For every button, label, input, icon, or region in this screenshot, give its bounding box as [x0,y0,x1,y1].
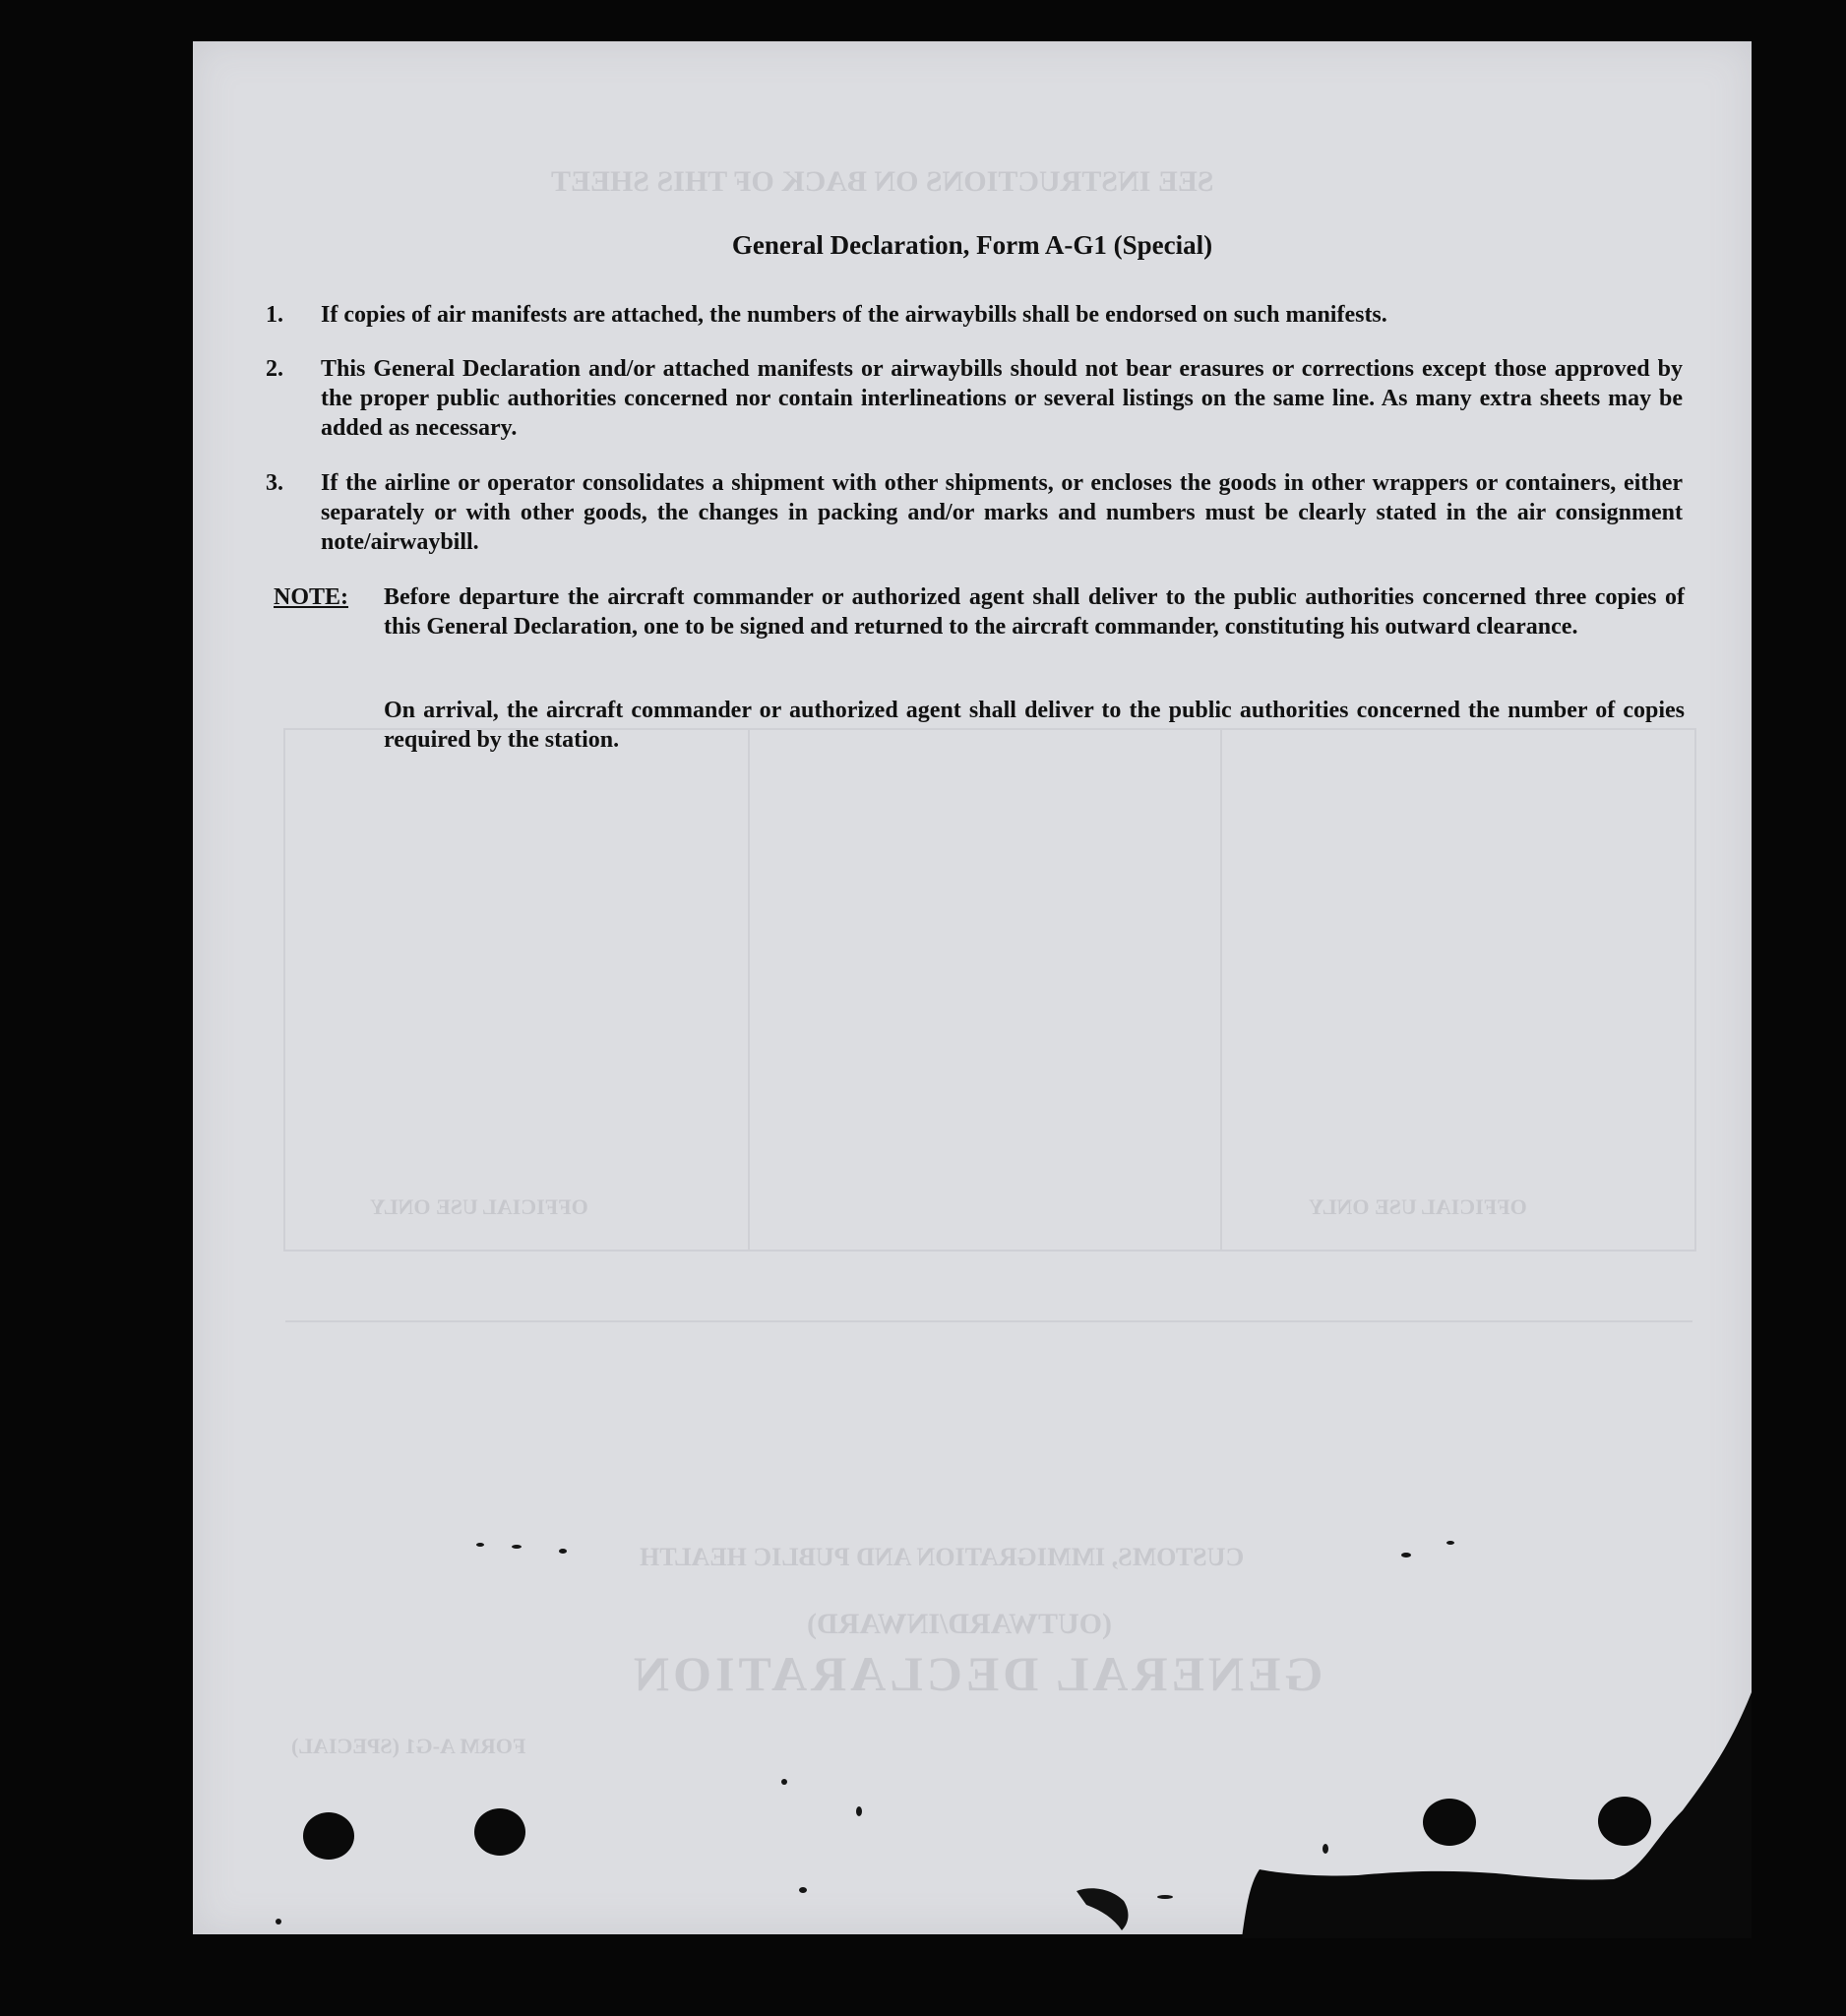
ghost-agencies: CUSTOMS, IMMIGRATION AND PUBLIC HEALTH [640,1543,1245,1571]
item-text: This General Declaration and/or attached manifests or airwaybills should not bear erasures or corrections except those approved by the proper public authorities concerned nor contain interlineations or several listings on the same line. As many extra sheets may be added as necessary. [321,356,1683,441]
ghost-official-right: OFFICIAL USE ONLY [1309,1194,1527,1219]
item-number: 3. [266,470,283,496]
item-text: If the airline or operator consolidates a shipment with other shipments, or encloses the goods in other wrappers or containers, either separately or with other goods, the changes in packing and/or marks and numbers must be clearly stated in the air consignment note/airwaybill. [321,470,1683,555]
note-paragraph-2: On arrival, the aircraft commander or authorized agent shall deliver to the public authorities concerned the number of copies required by the station. [384,698,1685,753]
ghost-subtitle: (OUTWARD/INWARD) [807,1608,1113,1640]
ghost-form-label: FORM A-G1 (SPECIAL) [291,1734,526,1758]
note-label: NOTE: [274,584,349,610]
ghost-main-title: GENERAL DECLARATION [630,1646,1323,1701]
item-text: If copies of air manifests are attached, the numbers of the airwaybills shall be endorsed on such manifests. [321,302,1387,328]
item-number: 2. [266,356,283,382]
item-number: 1. [266,302,283,328]
ghost-heading: SEE INSTRUCTIONS ON BACK OF THIS SHEET [551,165,1214,198]
ghost-official-left: OFFICIAL USE ONLY [370,1194,588,1219]
document-title: General Declaration, Form A-G1 (Special) [731,230,1213,260]
note-paragraph-1: Before departure the aircraft commander or authorized agent shall deliver to the public authorities concerned three copies of this General Declaration, one to be signed and returned to the aircraft commander, constituting his outward clearance. [384,584,1685,640]
